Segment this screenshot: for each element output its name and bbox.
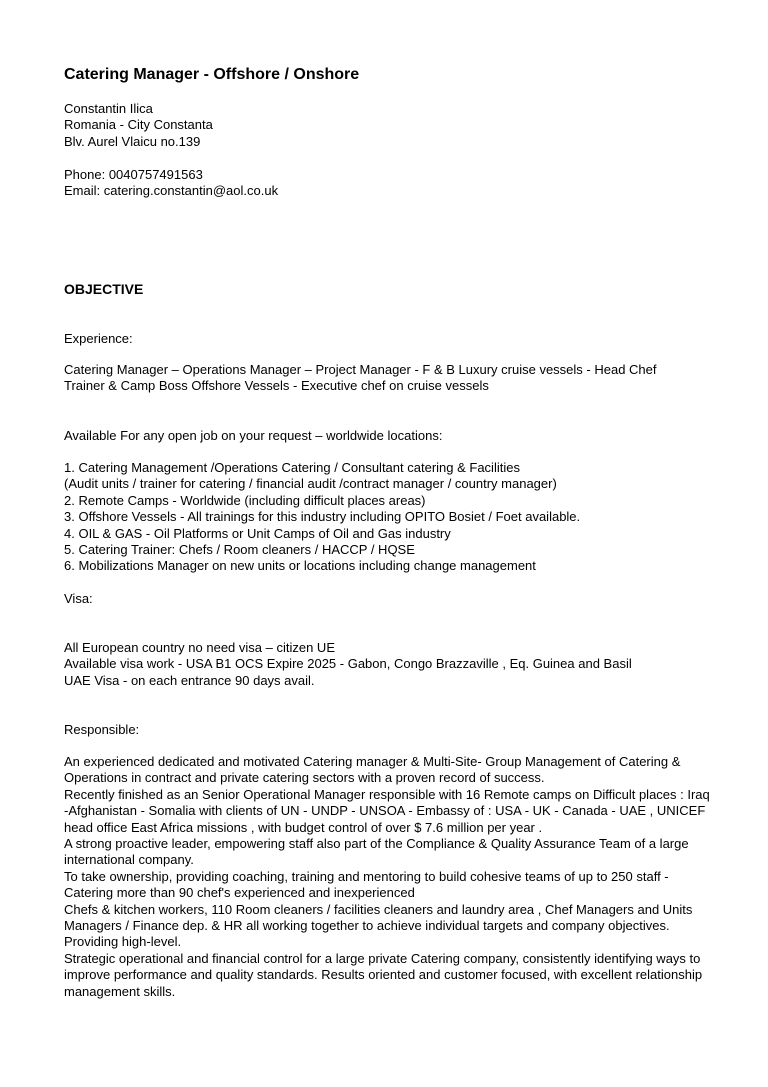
list-item: (Audit units / trainer for catering / financial audit /contract manager / country manager)	[64, 476, 557, 492]
paragraph: To take ownership, providing coaching, training and mentoring to build cohesive teams of up to 250 staff - Catering more than 90 chef's experienced and inexperienced	[64, 868, 669, 901]
visa-line-1: All European country no need visa – citizen UE	[64, 640, 335, 655]
objective-heading: OBJECTIVE	[64, 281, 144, 297]
contact-details	[64, 167, 714, 200]
paragraph: Strategic operational and financial control for a large private Catering company, consistently identifying ways to improve performance and quality standards. Results oriented and customer focused, with excellent relationship management skills.	[64, 950, 703, 999]
list-item: 5. Catering Trainer: Chefs / Room cleaners / HACCP / HQSE	[64, 542, 415, 558]
visa-line-2: Available visa work - USA B1 OCS Expire 2025 - Gabon, Congo Brazzaville , Eq. Guinea and Basil	[64, 656, 632, 672]
visa-label: Visa:	[64, 591, 93, 606]
page-title: Catering Manager - Offshore / Onshore	[64, 66, 360, 83]
contact-address: Blv. Aurel Vlaicu no.139	[64, 133, 201, 149]
experience-text	[64, 362, 714, 395]
responsible-text	[64, 754, 712, 1000]
list-item: 6. Mobilizations Manager on new units or locations including change management	[64, 558, 536, 574]
paragraph: Recently finished as an Senior Operational Manager responsible with 16 Remote camps on Difficult places : Iraq -Afghanistan - Somalia with clients of UN - UNDP - UNSOA - Embassy of : USA - UK - Canada - UAE , UNICEF head office East Africa missions , with budget control of over $ 7.6 million per year .	[64, 786, 710, 835]
visa-line-3: UAE Visa - on each entrance 90 days avail.	[64, 672, 315, 688]
list-item: 3. Offshore Vessels - All trainings for this industry including OPITO Bosiet / Foet available.	[64, 509, 581, 525]
contact-phone: Phone: 0040757491563	[64, 167, 203, 182]
contact-location: Romania - City Constanta	[64, 117, 213, 133]
experience-line-2: Trainer & Camp Boss Offshore Vessels - Executive chef on cruise vessels	[64, 378, 489, 394]
contact-block	[64, 101, 714, 150]
visa-text	[64, 640, 714, 689]
contact-name: Constantin Ilica	[64, 101, 153, 116]
responsible-label: Responsible:	[64, 722, 140, 737]
available-list	[64, 460, 714, 575]
paragraph: A strong proactive leader, empowering staff also part of the Compliance & Quality Assurance Team of a large international company.	[64, 836, 689, 868]
paragraph: An experienced dedicated and motivated Catering manager & Multi-Site- Group Management of Catering & Operations in contract and private catering sectors with a proven record of success.	[64, 754, 681, 786]
paragraph: Chefs & kitchen workers, 110 Room cleaners / facilities cleaners and laundry area , Chef Managers and Units Managers / Finance dep. & HR all working together to achieve individual targets and company objectives. Providing high-level.	[64, 901, 693, 950]
experience-label: Experience:	[64, 331, 133, 346]
available-label: Available For any open job on your request – worldwide locations:	[64, 428, 443, 443]
list-item: 1. Catering Management /Operations Catering / Consultant catering & Facilities	[64, 460, 520, 475]
contact-email: Email: catering.constantin@aol.co.uk	[64, 183, 279, 199]
experience-line-1: Catering Manager – Operations Manager – Project Manager - F & B Luxury cruise vessels - Head Chef	[64, 362, 657, 377]
list-item: 2. Remote Camps - Worldwide (including difficult places areas)	[64, 492, 426, 508]
list-item: 4. OIL & GAS - Oil Platforms or Unit Camps of Oil and Gas industry	[64, 525, 451, 541]
